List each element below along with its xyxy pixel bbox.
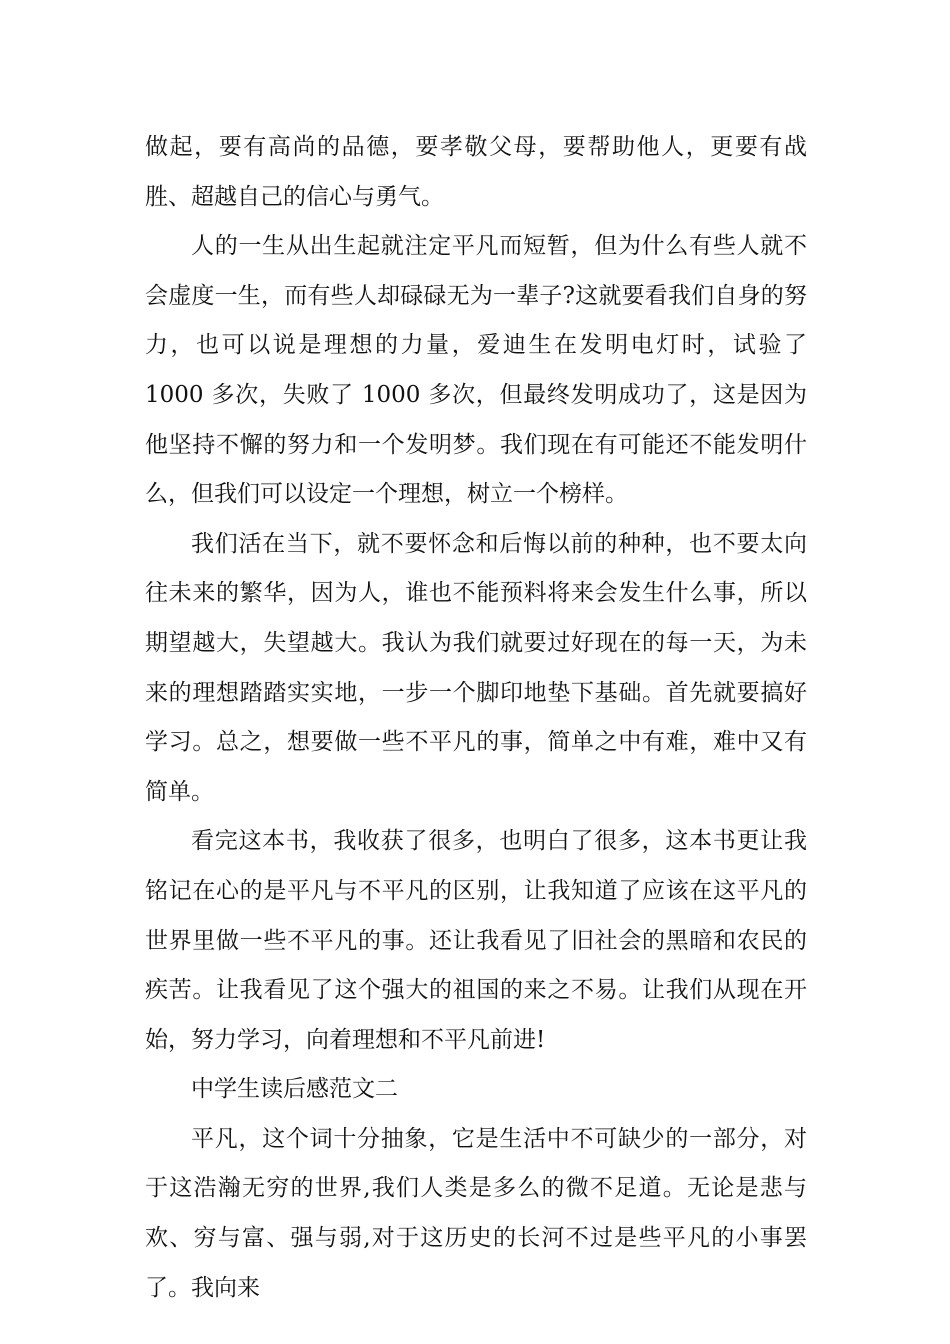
- paragraph-5: 平凡，这个词十分抽象，它是生活中不可缺少的一部分，对于这浩瀚无穷的世界,我们人类是多么的微不足道。无论是悲与欢、穷与富、强与弱,对于这历史的长河不过是些平凡的小事罢了。我向来: [145, 1125, 807, 1301]
- paragraph-1: 做起，要有高尚的品德，要孝敬父母，要帮助他人，更要有战胜、超越自己的信心与勇气。: [145, 134, 807, 210]
- document-body: [145, 123, 807, 1313]
- paragraph-4: 看完这本书，我收获了很多，也明白了很多，这本书更让我铭记在心的是平凡与不平凡的区别，让我知道了应该在这平凡的世界里做一些不平凡的事。还让我看见了旧社会的黑暗和农民的疾苦。让我看见了这个强大的祖国的来之不易。让我们从现在开始，努力学习，向着理想和不平凡前进!: [145, 828, 807, 1053]
- paragraph-3: 我们活在当下，就不要怀念和后悔以前的种种，也不要太向往未来的繁华，因为人，谁也不能预料将来会发生什么事，所以期望越大，失望越大。我认为我们就要过好现在的每一天，为未来的理想踏踏实实地，一步一个脚印地垫下基础。首先就要搞好学习。总之，想要做一些不平凡的事，简单之中有难，难中又有简单。: [145, 530, 807, 805]
- paragraph-2: 人的一生从出生起就注定平凡而短暂，但为什么有些人就不会虚度一生，而有些人却碌碌无为一辈子?这就要看我们自身的努力，也可以说是理想的力量，爱迪生在发明电灯时，试验了 1000 多次，失败了 1000 多次，但最终发明成功了，这是因为他坚持不懈的努力和一个发明梦。我们现在有可能还不能发明什么，但我们可以设定一个理想，树立一个榜样。: [145, 233, 807, 508]
- section-heading: 中学生读后感范文二: [191, 1076, 398, 1103]
